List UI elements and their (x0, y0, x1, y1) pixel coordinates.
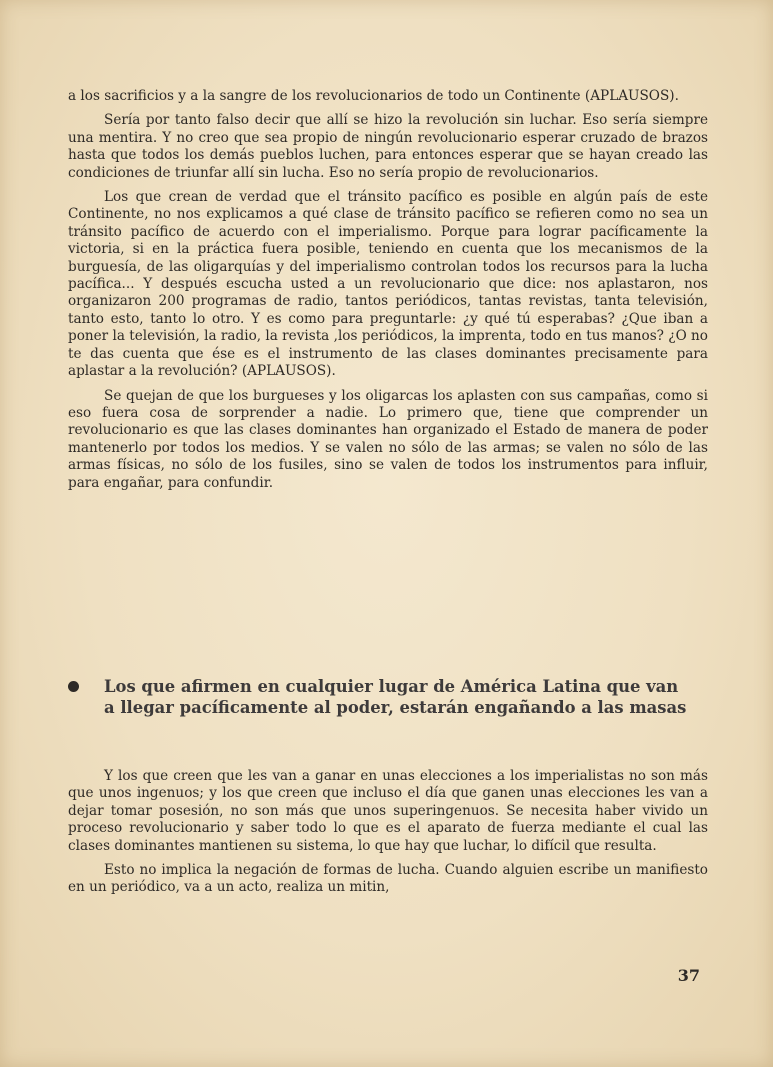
bullet-icon (68, 681, 79, 692)
paragraph-2: Sería por tanto falso decir que allí se hizo la revolución sin luchar. Eso sería siempre una mentira. Y no creo que sea propio de ningún revolucionario esperar cruzado de brazos hasta que todos los demás pueblos luchen, para entonces esperar que se hayan creado las condiciones de triunfar allí sin lucha. Eso no sería propio de revolucionarios. (68, 112, 708, 181)
body-text (68, 88, 708, 499)
section-heading-text: Los que afirmen en cualquier lugar de América Latina que van a llegar pacíficamente al poder, estarán engañando a las masas (104, 677, 687, 717)
section-heading (68, 676, 708, 718)
paragraph-1: a los sacrificios y a la sangre de los revolucionarios de todo un Continente (APLAUSOS). (68, 88, 679, 104)
paragraph-4: Se quejan de que los burgueses y los oligarcas los aplasten con sus campañas, como si eso fuera cosa de sorprender a nadie. Lo primero que, tiene que comprender un revolucionario es que las clases dominantes han organizado el Estado de manera de poder mantenerlo por todos los medios. Y se valen no sólo de las armas; se valen no sólo de las armas físicas, no sólo de los fusiles, sino se valen de todos los instrumentos para influir, para engañar, para confundir. (68, 387, 708, 491)
section-paragraph-2: Esto no implica la negación de formas de lucha. Cuando alguien escribe un manifiesto en un periódico, va a un acto, realiza un mitin, (68, 862, 708, 896)
section-paragraph-1: Y los que creen que les van a ganar en unas elecciones a los imperialistas no son más que unos ingenuos; y los que creen que incluso el día que ganen unas elecciones les van a dejar tomar posesión, no son más que unos superingenuos. Se necesita haber vivido un proceso revolucionario y saber todo lo que es el aparato de fuerza mediante el cual las clases dominantes mantienen su sistema, lo que hay que luchar, lo difícil que resulta. (68, 768, 708, 854)
paragraph-3: Los que crean de verdad que el tránsito pacífico es posible en algún país de este Continente, no nos explicamos a qué clase de tránsito pacífico se refieren como no sea un tránsito pacífico de acuerdo con el imperialismo. Porque para lograr pacíficamente la victoria, si en la práctica fuera posible, teniendo en cuenta que los mecanismos de la burguesía, de las oligarquías y del imperialismo controlan todos los recursos para la lucha pacífica... Y después escucha usted a un revolucionario que dice: nos aplastaron, nos organizaron 200 programas de radio, tantos periódicos, tantas revistas, tanta televisión, tanto esto, tanto lo otro. Y es como para preguntarle: ¿y qué tú esperabas? ¿Que iban a poner la televisión, la radio, la revista ,los periódicos, la imprenta, todo en tus manos? ¿O no te das cuenta que ése es el instrumento de las clases dominantes precisamente para aplastar a la revolución? (APLAUSOS). (68, 189, 708, 380)
section-body-text (68, 768, 708, 904)
page-number: 37 (677, 966, 700, 985)
